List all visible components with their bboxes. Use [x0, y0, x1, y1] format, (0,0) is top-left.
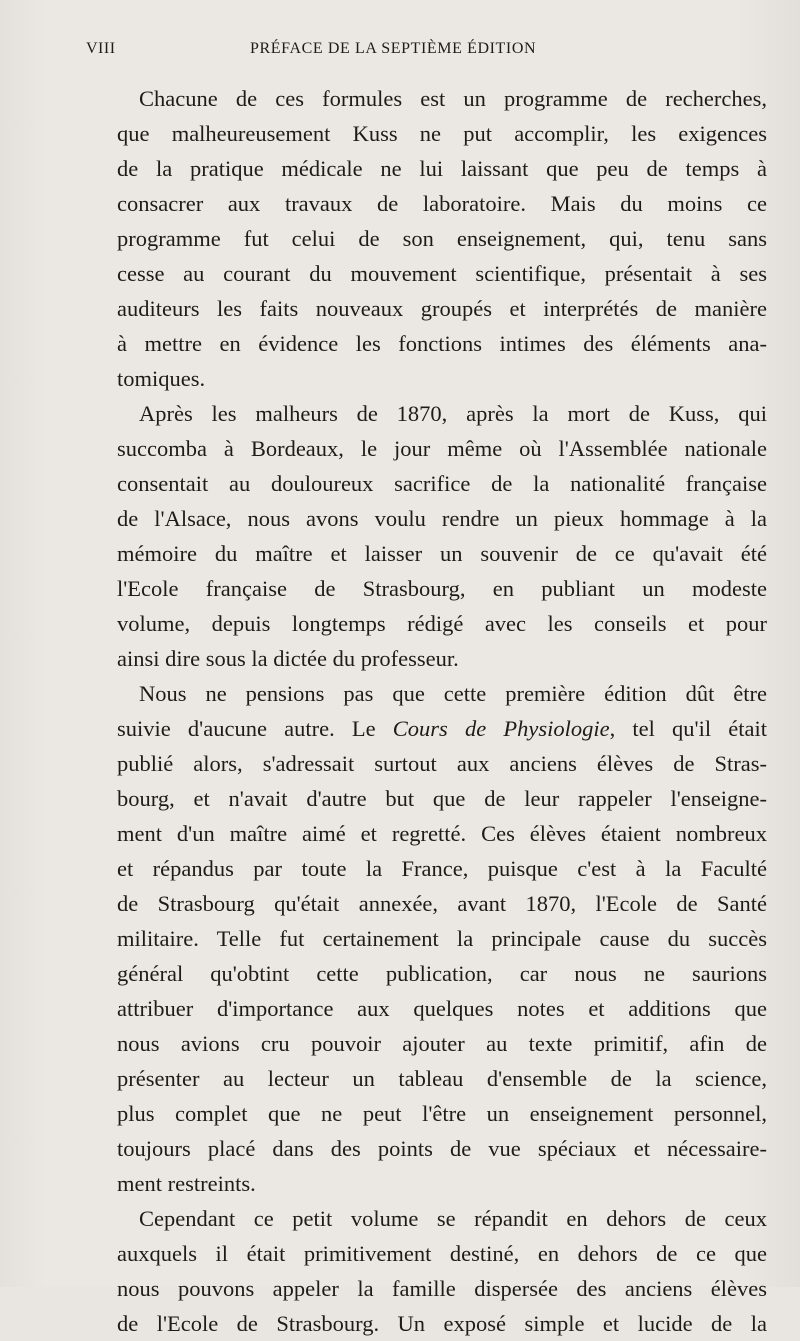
text-line: tomiques. — [117, 366, 206, 391]
text-line: consentait au douloureux sacrifice de la nationalité française — [117, 471, 767, 496]
text-line: de la pratique médicale ne lui laissant que peu de temps à — [117, 156, 767, 181]
text-line: de l'Ecole de Strasbourg. Un exposé simple et lucide de la — [117, 1311, 767, 1336]
page-number: VIII — [86, 40, 116, 57]
text-line: ment restreints. — [117, 1171, 256, 1196]
text-line: nous pouvons appeler la famille dispersée des anciens élèves — [117, 1276, 767, 1301]
text-line: volume, depuis longtemps rédigé avec les conseils et pour — [117, 611, 767, 636]
text-line: programme fut celui de son enseignement, qui, tenu sans — [117, 226, 767, 251]
text-line: ment d'un maître aimé et regretté. Ces élèves étaient nombreux — [117, 821, 767, 846]
text-line: général qu'obtint cette publication, car nous ne saurions — [117, 961, 767, 986]
text-line: bourg, et n'avait d'autre but que de leur rappeler l'enseigne- — [117, 786, 767, 811]
text-line: plus complet que ne peut l'être un enseignement personnel, — [117, 1101, 767, 1126]
text-line: présenter au lecteur un tableau d'ensemble de la science, — [117, 1066, 767, 1091]
text-line — [117, 711, 767, 746]
text-line: consacrer aux travaux de laboratoire. Mais du moins ce — [117, 191, 767, 216]
book-title-italic: Cours de Physiologie — [392, 716, 610, 741]
text-line: Chacune de ces formules est un programme de recherches, — [139, 86, 767, 111]
text-line: Nous ne pensions pas que cette première édition dût être — [139, 681, 767, 706]
text-line: Cependant ce petit volume se répandit en dehors de ceux — [139, 1206, 767, 1231]
text-line: cesse au courant du mouvement scientifique, présentait à ses — [117, 261, 767, 286]
text-line: militaire. Telle fut certainement la principale cause du succès — [117, 926, 767, 951]
text-line: publié alors, s'adressait surtout aux anciens élèves de Stras- — [117, 751, 767, 776]
text-line: toujours placé dans des points de vue spéciaux et nécessaire- — [117, 1136, 767, 1161]
text-segment: suivie d'aucune autre. Le — [117, 716, 393, 741]
text-line: nous avions cru pouvoir ajouter au texte primitif, afin de — [117, 1031, 767, 1056]
text-line: ainsi dire sous la dictée du professeur. — [117, 646, 459, 671]
text-line: de Strasbourg qu'était annexée, avant 1870, l'Ecole de Santé — [117, 891, 767, 916]
text-line: et répandus par toute la France, puisque c'est à la Faculté — [117, 856, 767, 881]
body-text — [117, 81, 767, 1341]
text-line: l'Ecole française de Strasbourg, en publiant un modeste — [117, 576, 767, 601]
text-line: attribuer d'importance aux quelques notes et additions que — [117, 996, 767, 1021]
text-line: de l'Alsace, nous avons voulu rendre un pieux hommage à la — [117, 506, 767, 531]
text-line: auxquels il était primitivement destiné, en dehors de ce que — [117, 1241, 767, 1266]
text-line: Après les malheurs de 1870, après la mort de Kuss, qui — [139, 401, 767, 426]
text-segment: , tel qu'il était — [609, 716, 767, 741]
text-line: que malheureusement Kuss ne put accomplir, les exigences — [117, 121, 767, 146]
text-line: à mettre en évidence les fonctions intimes des éléments ana- — [117, 331, 767, 356]
running-title: PRÉFACE DE LA SEPTIÈME ÉDITION — [250, 40, 537, 57]
text-line: mémoire du maître et laisser un souvenir de ce qu'avait été — [117, 541, 767, 566]
text-line: succomba à Bordeaux, le jour même où l'Assemblée nationale — [117, 436, 767, 461]
text-line: auditeurs les faits nouveaux groupés et interprétés de manière — [117, 296, 767, 321]
